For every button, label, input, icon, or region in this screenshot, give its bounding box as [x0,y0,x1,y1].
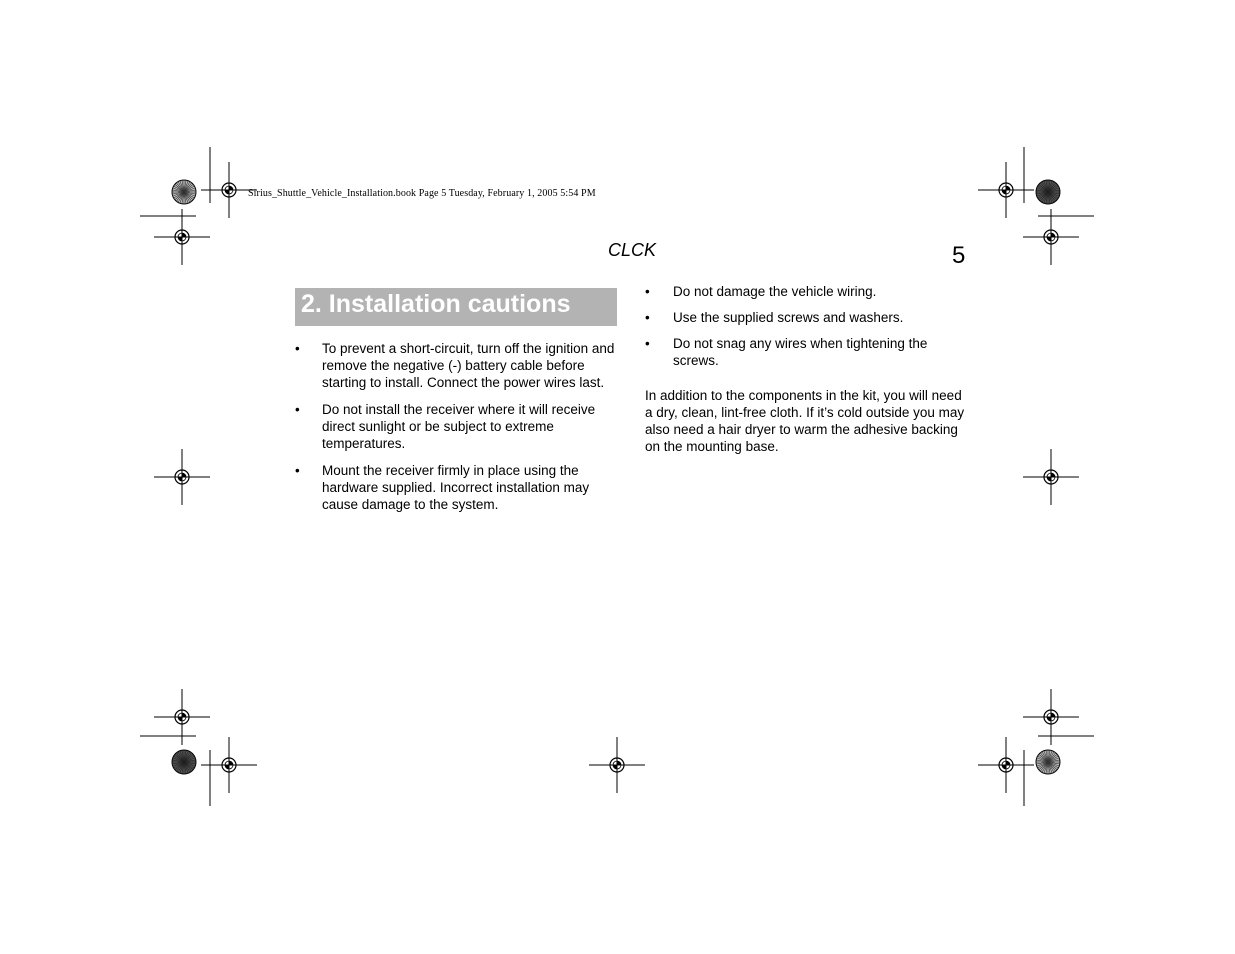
list-item-text: Do not install the receiver where it will receive direct sunlight or be subject to extreme temperatures. [322,402,596,451]
registration-mark-icon [978,162,1034,218]
list-item-text: Do not damage the vehicle wiring. [673,284,877,299]
registration-mark-icon [154,689,210,745]
kit-requirements-paragraph: In addition to the components in the kit, you will need a dry, clean, lint-free cloth. If it’s cold outside you may also need a hair dryer to warm the adhesive backing on the mounting base. [645,388,965,454]
registration-mark-icon [1023,689,1079,745]
registration-mark-icon [154,449,210,505]
star-target-icon [1036,750,1060,774]
registration-mark-icon [1023,449,1079,505]
print-slug: Sirius_Shuttle_Vehicle_Installation.book Page 5 Tuesday, February 1, 2005 5:54 PM [248,188,596,199]
bullet-icon: • [645,284,650,299]
star-target-icon [172,180,196,204]
bullet-icon: • [295,402,300,417]
star-target-icon [172,750,196,774]
list-item-text: Mount the receiver firmly in place using the hardware supplied. Incorrect installation may cause damage to the system. [322,463,590,512]
running-header: CLCK [608,240,657,260]
page-number: 5 [952,242,966,269]
registration-mark-icon [154,209,210,265]
bullet-icon: • [645,310,650,325]
crop-lines [140,147,1094,806]
list-item-text: Use the supplied screws and washers. [673,310,904,325]
star-target-icon [1036,180,1060,204]
bullet-icon: • [295,463,300,478]
list-item-text: To prevent a short-circuit, turn off the ignition and remove the negative (-) battery cable before starting to install. Connect the power wires last. [322,341,615,390]
bullet-icon: • [645,336,650,351]
registration-mark-icon [201,162,257,218]
registration-mark-icon [1023,209,1079,265]
registration-mark-icon [589,737,645,793]
list-item-text: Do not snag any wires when tightening the screws. [673,336,928,368]
registration-mark-icon [978,737,1034,793]
section-heading: 2. Installation cautions [295,288,617,326]
registration-mark-icon [201,737,257,793]
bullet-icon: • [295,341,300,356]
